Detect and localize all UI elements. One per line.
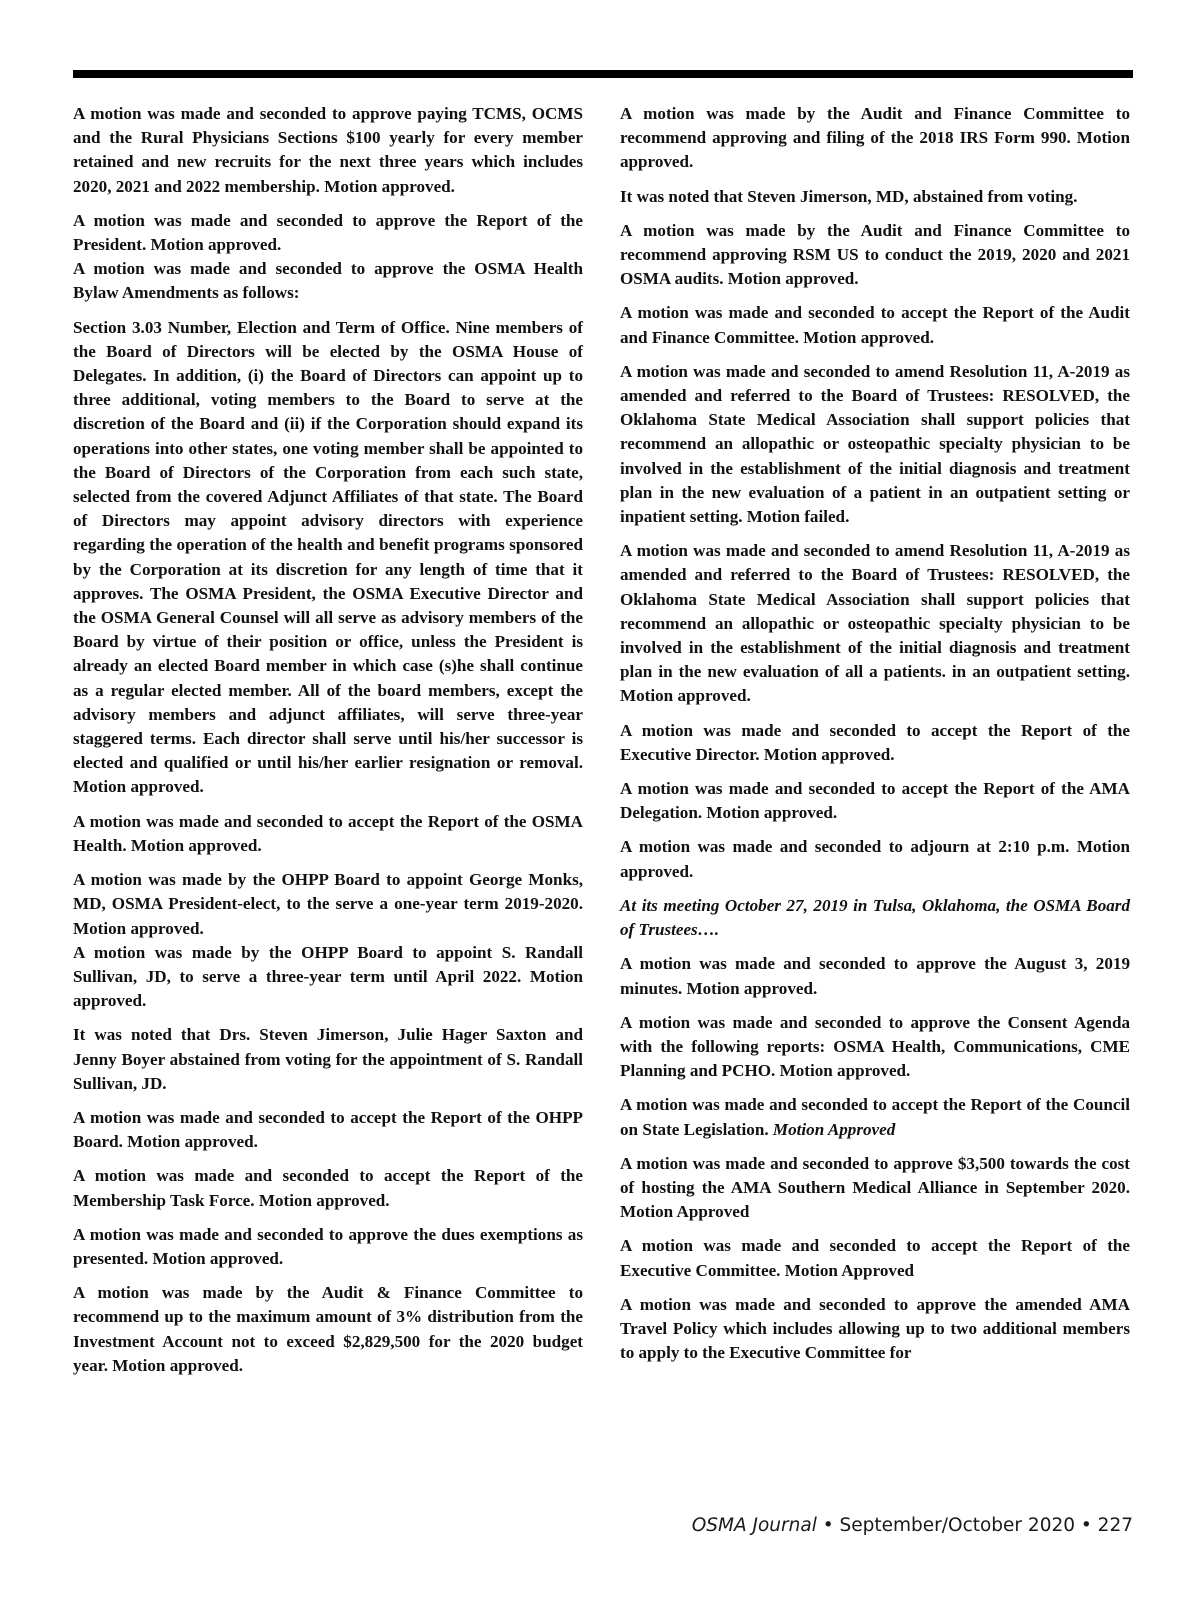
- paragraph: A motion was made and seconded to accept the Report of the Executive Committee. Motion Approved: [620, 1236, 1130, 1280]
- page-footer: [692, 1515, 1133, 1536]
- bylaw-section: Section 3.03 Number, Election and Term of Office. Nine members of the Board of Directors will be elected by the OSMA House of Delegates. In addition, (i) the Board of Directors can appoint up to three additional, voting members to the Board to serve at the discretion of the Board and (ii) if the Corporation should expand its operations into other states, one voting member shall be appointed to the Board of Directors of the Corporation from each such state, selected from the covered Adjunct Affiliates of that state. The Board of Directors may appoint advisory directors with experience regarding the operation of the health and benefit programs sponsored by the Corporation at its discretion for any length of time that it approves. The OSMA President, the OSMA Executive Director and the OSMA General Counsel will all serve as advisory members of the Board by virtue of their position or office, unless the President is already an elected Board member in which case (s)he shall continue as a regular elected member. All of the board members, except the advisory members and adjunct affiliates, will serve three-year staggered terms. Each director shall serve until his/her successor is elected and qualified or until his/her earlier resignation or removal. Motion approved.: [73, 317, 583, 797]
- paragraph: A motion was made and seconded to approve paying TCMS, OCMS and the Rural Physicians Sections $100 yearly for every member retained and new recruits for the next three years which includes 2020, 2021 and 2022 membership. Motion approved.: [73, 104, 583, 196]
- paragraph: A motion was made and seconded to accept the Report of the Audit and Finance Committee. Motion approved.: [620, 303, 1130, 347]
- paragraph: A motion was made and seconded to accept the Report of the Executive Director. Motion approved.: [620, 720, 1130, 764]
- paragraph: A motion was made and seconded to accept the Report of the OHPP Board. Motion approved.: [73, 1107, 583, 1152]
- paragraph: It was noted that Drs. Steven Jimerson, Julie Hager Saxton and Jenny Boyer abstained from voting for the appointment of S. Randall Sullivan, JD.: [73, 1025, 583, 1093]
- paragraph: A motion was made by the Audit and Finance Committee to recommend approving RSM US to conduct the 2019, 2020 and 2021 OSMA audits. Motion approved.: [620, 220, 1130, 289]
- paragraph: A motion was made and seconded to approve $3,500 towards the cost of hosting the AMA Southern Medical Alliance in September 2020. Motion Approved: [620, 1153, 1130, 1222]
- journal-name: OSMA Journal: [691, 1515, 817, 1536]
- paragraph: A motion was made and seconded to adjourn at 2:10 p.m. Motion approved.: [620, 837, 1130, 881]
- paragraph: A motion was made and seconded to approve the dues exemptions as presented. Motion approved.: [73, 1224, 583, 1268]
- paragraph: A motion was made and seconded to amend Resolution 11, A-2019 as amended and referred to the Board of Trustees: RESOLVED, the Oklahoma State Medical Association shall support policies that recommend an allopathic or osteopathic specialty physician to be involved in the establishment of the initial diagnosis and treatment plan in the new evaluation of all a patients. in an outpatient setting. Motion approved.: [620, 541, 1130, 706]
- paragraph: A motion was made and seconded to approve the OSMA Health Bylaw Amendments as follows:: [73, 259, 583, 303]
- paragraph: A motion was made by the Audit and Finance Committee to recommend approving and filing of the 2018 IRS Form 990. Motion approved.: [620, 104, 1130, 172]
- paragraph: A motion was made by the OHPP Board to appoint George Monks, MD, OSMA President-elect, to the serve a one-year term 2019-2020. Motion approved.: [73, 870, 583, 938]
- right-column: [620, 102, 1130, 1375]
- paragraph: A motion was made and seconded to accept the Report of the OSMA Health. Motion approved.: [73, 811, 583, 855]
- paragraph: [620, 1093, 1130, 1141]
- paragraph: A motion was made and seconded to approve the amended AMA Travel Policy which includes allowing up to two additional members to apply to the Executive Committee for: [620, 1294, 1130, 1363]
- paragraph: A motion was made and seconded to approve the Consent Agenda with the following reports: OSMA Health, Communications, CME Planning and PCHO. Motion approved.: [620, 1012, 1130, 1081]
- motion-result: Motion Approved: [772, 1119, 896, 1139]
- paragraph: A motion was made and seconded to approve the August 3, 2019 minutes. Motion approved.: [620, 954, 1130, 998]
- paragraph: A motion was made by the Audit & Finance Committee to recommend up to the maximum amount of 3% distribution from the Investment Account not to exceed $2,829,500 for the 2020 budget year. Motion approved.: [73, 1283, 583, 1375]
- issue-page: • September/October 2020 • 227: [816, 1515, 1133, 1536]
- header-rule: [73, 70, 1133, 78]
- paragraph: A motion was made by the OHPP Board to appoint S. Randall Sullivan, JD, to serve a three-year term until April 2022. Motion approved.: [73, 942, 583, 1011]
- paragraph: A motion was made and seconded to amend Resolution 11, A-2019 as amended and referred to the Board of Trustees: RESOLVED, the Oklahoma State Medical Association shall support policies that recommend an allopathic or osteopathic specialty physician to be involved in the establishment of the initial diagnosis and treatment plan in the new evaluation of a patient in an outpatient setting or inpatient setting. Motion failed.: [620, 361, 1130, 527]
- paragraph: A motion was made and seconded to accept the Report of the AMA Delegation. Motion approved.: [620, 779, 1130, 823]
- paragraph: It was noted that Steven Jimerson, MD, abstained from voting.: [620, 186, 1078, 206]
- paragraph: A motion was made and seconded to approve the Report of the President. Motion approved.: [73, 210, 583, 255]
- left-column: [73, 102, 583, 1388]
- paragraph: A motion was made and seconded to accept the Report of the Membership Task Force. Motion approved.: [73, 1166, 583, 1210]
- paragraph-text: A motion was made and seconded to accept the Report of the Council on State Legislation.: [620, 1095, 1130, 1139]
- meeting-heading: At its meeting October 27, 2019 in Tulsa, Oklahoma, the OSMA Board of Trustees….: [620, 895, 1130, 940]
